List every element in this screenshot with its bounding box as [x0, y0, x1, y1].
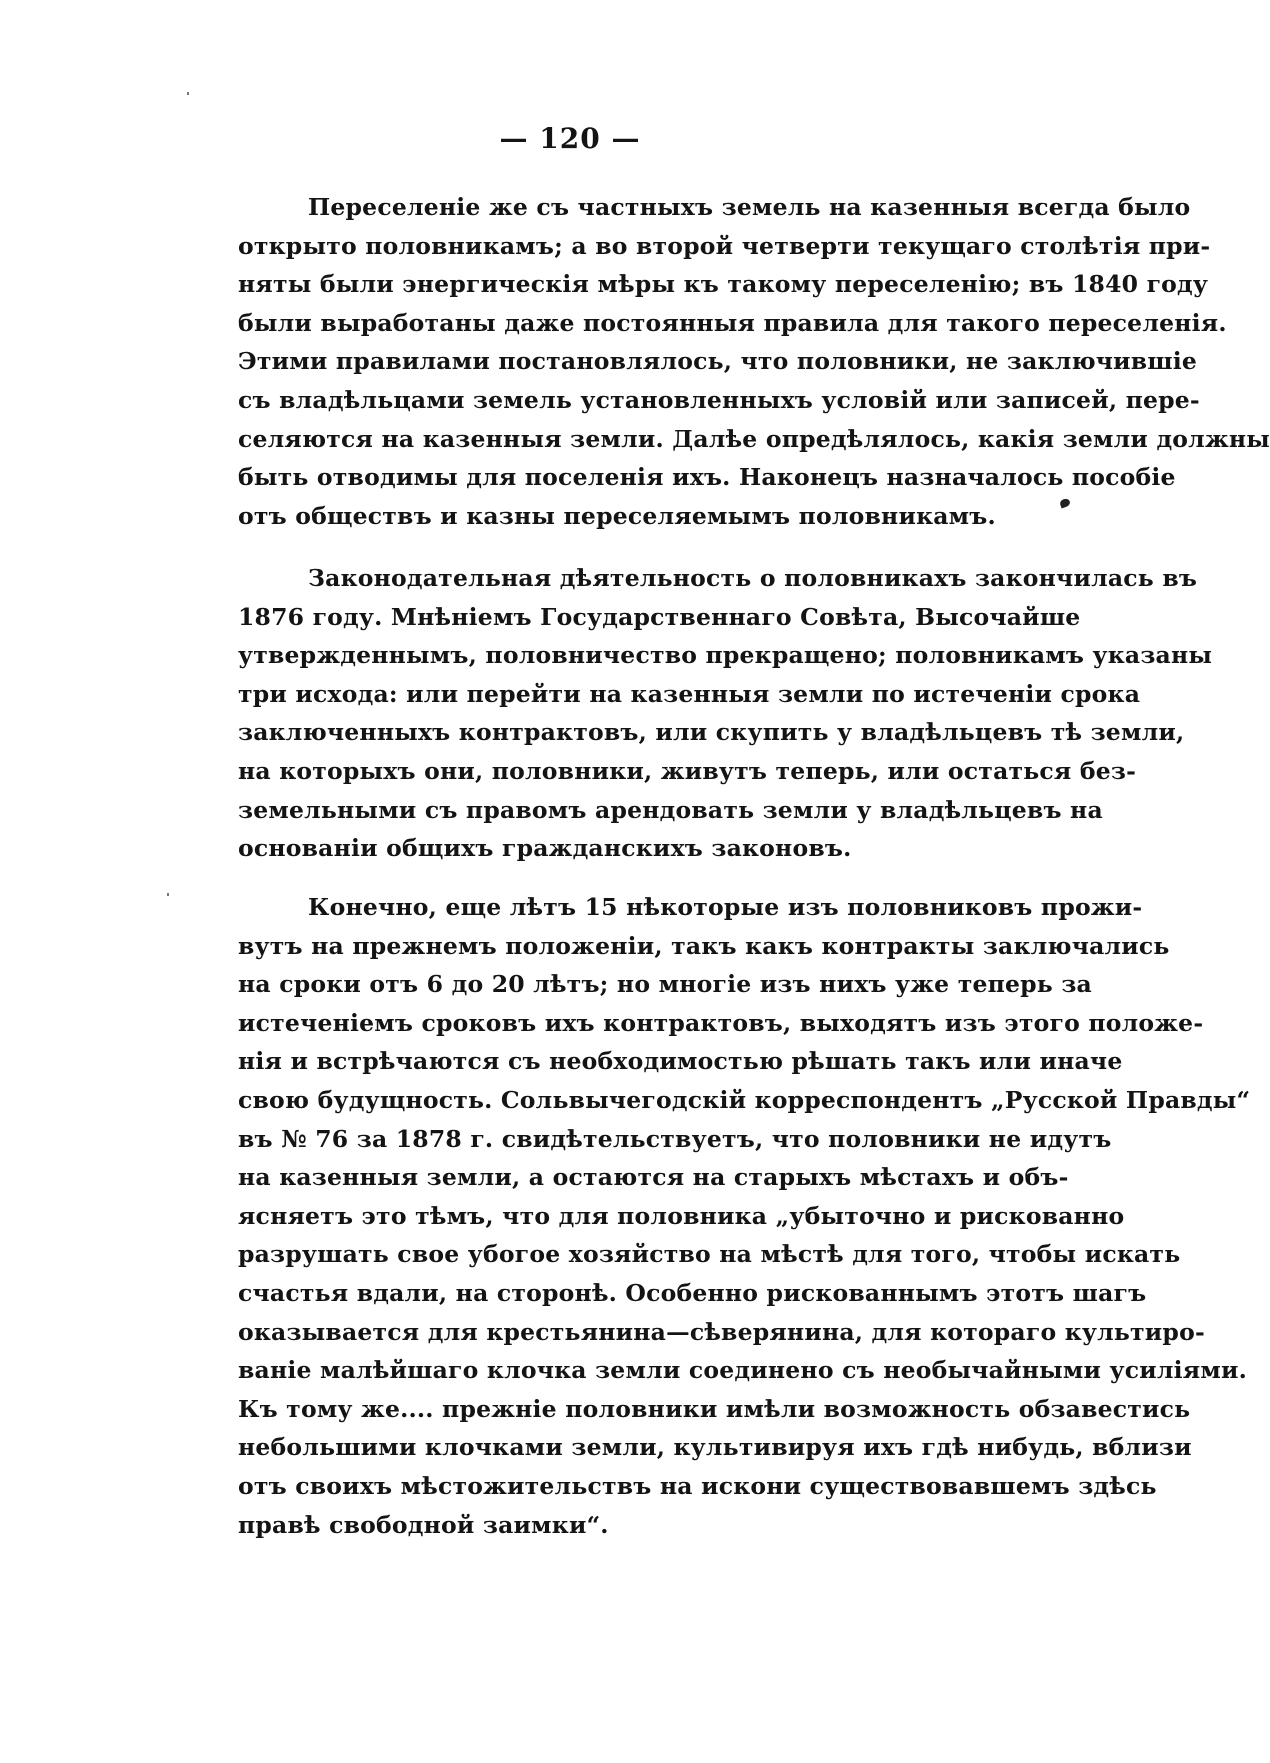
scan-speck [167, 893, 169, 896]
paragraph-line: счастья вдали, на сторонѣ. Особенно рискованнымъ этотъ шагъ [238, 1278, 1147, 1307]
paragraph-line: селяются на казенныя земли. Далѣе опредѣлялось, какiя земли должны [238, 424, 1270, 453]
paragraph-line: няты были энергическiя мѣры къ такому переселенiю; въ 1840 году [238, 270, 1209, 299]
paragraph-line: утвержденнымъ, половничество прекращено; половникамъ указаны [238, 641, 1213, 670]
scan-speck [187, 92, 189, 95]
paragraph-line: истеченiемъ сроковъ ихъ контрактовъ, выходятъ изъ этого положе- [238, 1008, 1204, 1037]
paragraph-line: заключенныхъ контрактовъ, или скупить у владѣльцевъ тѣ земли, [238, 718, 1185, 747]
paragraph-line: разрушать свое убогое хозяйство на мѣстѣ для того, чтобы искать [238, 1240, 1181, 1269]
paragraph-line: на которыхъ они, половники, живутъ теперь, или остаться без- [238, 756, 1137, 785]
paragraph-line: Конечно, еще лѣтъ 15 нѣкоторые изъ половниковъ прожи- [308, 893, 1143, 921]
paragraph-line: съ владѣльцами земель установленныхъ условiй или записей, пере- [238, 385, 1200, 414]
paragraph-line: Этими правилами постановлялось, что половники, не заключившiе [238, 347, 1198, 376]
paragraph-line: основанiи общихъ гражданскихъ законовъ. [238, 834, 852, 863]
paragraph-line: вутъ на прежнемъ положенiи, такъ какъ контракты заключались [238, 931, 1170, 960]
paragraph-line: свою будущность. Сольвычегодскiй корреспондентъ „Русской Правды“ [238, 1085, 1251, 1114]
paragraph-line: Законодательная дѣятельность о половникахъ закончилась въ [308, 564, 1198, 592]
paragraph-line: правѣ свободной заимки“. [238, 1510, 609, 1539]
paragraph-line: открыто половникамъ; а во второй четверти текущаго столѣтiя при- [238, 231, 1211, 260]
paragraph-line: отъ своихъ мѣстожительствъ на искони существовавшемъ здѣсь [238, 1471, 1157, 1500]
paragraph-line: земельными съ правомъ арендовать земли у владѣльцевъ на [238, 795, 1103, 824]
paragraph-line: быть отводимы для поселенiя ихъ. Наконецъ назначалось пособiе [238, 463, 1176, 492]
paragraph-line: на казенныя земли, а остаются на старыхъ мѣстахъ и объ- [238, 1163, 1069, 1192]
paragraph-line: на сроки отъ 6 до 20 лѣтъ; но многiе изъ нихъ уже теперь за [238, 970, 1092, 999]
paragraph-3 [238, 888, 1251, 1544]
paragraph-line: оказывается для крестьянина—сѣверянина, для котораго культиро- [238, 1317, 1205, 1346]
paragraph-line: Къ тому же.... прежнiе половники имѣли возможность обзавестись [238, 1394, 1191, 1423]
page-number: — 120 — [499, 122, 641, 155]
paragraph-line: 1876 году. Мнѣнiемъ Государственнаго Совѣта, Высочайше [238, 602, 1081, 631]
paragraph-line: небольшими клочками земли, культивируя ихъ гдѣ нибудь, вблизи [238, 1433, 1192, 1462]
paragraph-line: Переселенiе же съ частныхъ земель на казенныя всегда было [308, 193, 1191, 221]
paragraph-line: отъ обществъ и казны переселяемымъ половникамъ. [238, 501, 996, 530]
paragraph-2 [238, 559, 1213, 868]
paragraph-line: были выработаны даже постоянныя правила для такого переселенiя. [238, 308, 1227, 337]
paragraph-1 [238, 188, 1270, 535]
ink-blot [1059, 498, 1071, 509]
paragraph-line: ясняетъ это тѣмъ, что для половника „убыточно и рискованно [238, 1201, 1125, 1230]
paragraph-line: ванiе малѣйшаго клочка земли соединено съ необычайными усилiями. [238, 1356, 1247, 1385]
paragraph-line: три исхода: или перейти на казенныя земли по истеченiи срока [238, 679, 1141, 708]
paragraph-line: въ № 76 за 1878 г. свидѣтельствуетъ, что половники не идутъ [238, 1124, 1112, 1153]
paragraph-line: нiя и встрѣчаются съ необходимостью рѣшать такъ или иначе [238, 1047, 1123, 1076]
